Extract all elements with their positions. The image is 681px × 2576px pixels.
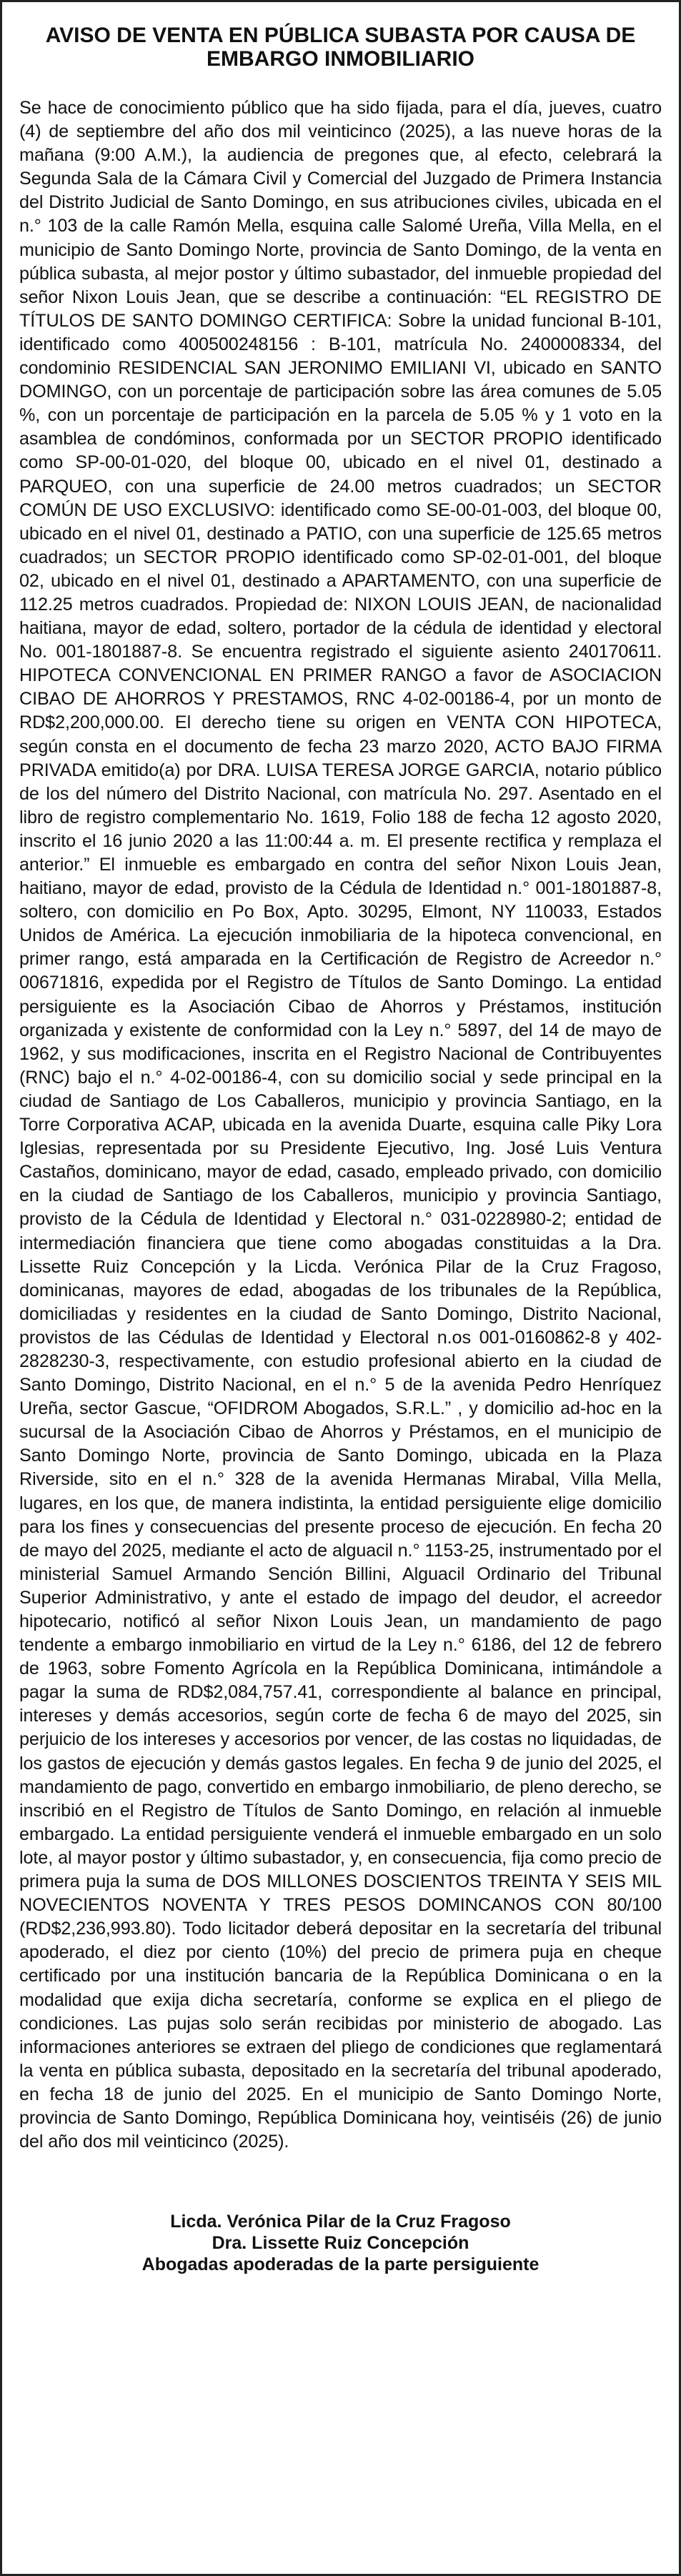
notice-body: Se hace de conocimiento público que ha sido fijada, para el día, jueves, cuatro (4) de septiembre del año dos mil veinticinco (2025), a las nueve horas de la mañana (9:00 A.M.), la audiencia de pregones que, al efecto, celebrará la Segunda Sala de la Cámara Civil y Comercial del Juzgado de Primera Instancia del Distrito Judicial de Santo Domingo, en sus atribuciones civiles, ubicada en el n.° 103 de la calle Ramón Mella, esquina calle Salomé Ureña, Villa Mella, en el municipio de Santo Domingo Norte, provincia de Santo Domingo, de la venta en pública subasta, al mejor postor y último subastador, del inmueble propiedad del señor Nixon Louis Jean, que se describe a continuación: “EL REGISTRO DE TÍTULOS DE SANTO DOMINGO CERTIFICA: Sobre la unidad funcional B-101, identificado como 400500248156 : B-101, matrícula No. 2400008334, del condominio RESIDENCIAL SAN JERONIMO EMILIANI VI, ubicado en SANTO DOMINGO, con un porcentaje de participación sobre las área comunes de 5.05 %, con un porcentaje de participación en la parcela de 5.05 % y 1 voto en la asamblea de condóminos, conformada por un SECTOR PROPIO identificado como SP-00-01-020, del bloque 00, ubicado en el nivel 01, destinado a PARQUEO, con una superficie de 24.00 metros cuadrados; un SECTOR COMÚN DE USO EXCLUSIVO: identificado como SE-00-01-003, del bloque 00, ubicado en el nivel 01, destinado a PATIO, con una superficie de 125.65 metros cuadrados; un SECTOR PROPIO identificado como SP-02-01-001, del bloque 02, ubicado en el nivel 01, destinado a APARTAMENTO, con una superficie de 112.25 metros cuadrados. Propiedad de: NIXON LOUIS JEAN, de nacionalidad haitiana, mayor de edad, soltero, portador de la cédula de identidad y electoral No. 001-1801887-8. Se encuentra registrado el siguiente asiento 240170611. HIPOTECA CONVENCIONAL EN PRIMER RANGO a favor de ASOCIACION CIBAO DE AHORROS Y PRESTAMOS, RNC 4-02-00186-4, por un monto de RD$2,200,000.00. El derecho tiene su origen en VENTA CON HIPOTECA, según consta en el documento de fecha 23 marzo 2020, ACTO BAJO FIRMA PRIVADA emitido(a) por DRA. LUISA TERESA JORGE GARCIA, notario público de los del número del Distrito Nacional, con matrícula No. 297. Asentado en el libro de registro complementario No. 1619, Folio 188 de fecha 12 agosto 2020, inscrito el 16 junio 2020 a las 11:00:44 a. m. El presente rectifica y remplaza el anterior.” El inmueble es embargado en contra del señor Nixon Louis Jean, haitiano, mayor de edad, provisto de la Cédula de Identidad n.° 001-1801887-8, soltero, con domicilio en Po Box, Apto. 30295, Elmont, NY 110033, Estados Unidos de América. La ejecución inmobiliaria de la hipoteca convencional, en primer rango, está amparada en la Certificación de Registro de Acreedor n.° 00671816, expedida por el Registro de Títulos de Santo Domingo. La entidad persiguiente es la Asociación Cibao de Ahorros y Préstamos, institución organizada y existente de conformidad con la Ley n.° 5897, del 14 de mayo de 1962, y sus modificaciones, inscrita en el Registro Nacional de Contribuyentes (RNC) bajo el n.° 4-02-00186-4, con su domicilio social y sede principal en la ciudad de Santiago de Los Caballeros, municipio y provincia Santiago, en la Torre Corporativa ACAP, ubicada en la avenida Duarte, esquina calle Piky Lora Iglesias, representada por su Presidente Ejecutivo, Ing. José Luis Ventura Castaños, dominicano, mayor de edad, casado, empleado privado, con domicilio en la ciudad de Santiago de los Caballeros, municipio y provincia Santiago, provisto de la Cédula de Identidad y Electoral n.° 031-0228980-2; entidad de intermediación financiera que tiene como abogadas constituidas a la Dra. Lissette Ruiz Concepción y la Licda. Verónica Pilar de la Cruz Fragoso, dominicanas, mayores de edad, abogadas de los tribunales de la República, domiciliadas y residentes en la ciudad de Santo Domingo, Distrito Nacional, provistos de las Cédulas de Identidad y Electoral n.os 001-0160862-8 y 402-2828230-3, respectivamente, con estudio profesional abierto en la ciudad de Santo Domingo, Distrito Nacional, en el n.° 5 de la avenida Pedro Henríquez Ureña, sector Gascue, “OFIDROM Abogados, S.R.L.” , y domicilio ad-hoc en la sucursal de la Asociación Cibao de Ahorros y Préstamos, en el municipio de Santo Domingo Norte, provincia de Santo Domingo, ubicada en la Plaza Riverside, sito en el n.° 328 de la avenida Hermanas Mirabal, Villa Mella, lugares, en los que, de manera indistinta, la entidad persiguiente elige domicilio para los fines y consecuencias del presente proceso de ejecución. En fecha 20 de mayo del 2025, mediante el acto de alguacil n.° 1153-25, instrumentado por el ministerial Samuel Armando Sención Billini, Alguacil Ordinario del Tribunal Superior Administrativo, y ante el estado de impago del deudor, el acreedor hipotecario, notificó al señor Nixon Louis Jean, un mandamiento de pago tendente a embargo inmobiliario en virtud de la Ley n.° 6186, del 12 de febrero de 1963, sobre Fomento Agrícola en la República Dominicana, intimándole a pagar la suma de RD$2,084,757.41, correspondiente al balance en principal, intereses y demás accesorios, según corte de fecha 6 de mayo del 2025, sin perjuicio de los intereses y accesorios por vencer, de las costas no liquidadas, de los gastos de ejecución y demás gastos legales. En fecha 9 de junio del 2025, el mandamiento de pago, convertido en embargo inmobiliario, de pleno derecho, se inscribió en el Registro de Títulos de Santo Domingo, en relación al inmueble embargado. La entidad persiguiente venderá el inmueble embargado en un solo lote, al mayor postor y último subastador, y, en consecuencia, fija como precio de primera puja la suma de DOS MILLONES DOSCIENTOS TREINTA Y SEIS MIL NOVECIENTOS NOVENTA Y TRES PESOS DOMINCANOS CON 80/100 (RD$2,236,993.80). Todo licitador deberá depositar en la secretaría del tribunal apoderado, el diez por ciento (10%) del precio de primera puja en cheque certificado por una institución bancaria de la República Dominicana o en la modalidad que exija dicha secretaría, conforme se explica en el pliego de condiciones. Las pujas solo serán recibidas por ministerio de abogado. Las informaciones anteriores se extraen del pliego de condiciones que reglamentará la venta en pública subasta, depositado en la secretaría del tribunal apoderado, en fecha 18 de junio del 2025. En el municipio de Santo Domingo Norte, provincia de Santo Domingo, República Dominicana hoy, veintiséis (26) de junio del año dos mil veinticinco (2025). bbox=[19, 98, 662, 2152]
signature-block bbox=[19, 2211, 662, 2275]
notice-content bbox=[19, 24, 662, 2275]
signature-line-1: Licda. Verónica Pilar de la Cruz Fragoso bbox=[170, 2212, 511, 2232]
notice-title-line-1: AVISO DE VENTA EN PÚBLICA SUBASTA POR CAUSA DE bbox=[45, 24, 636, 47]
signature-line-3: Abogadas apoderadas de la parte persiguiente bbox=[141, 2254, 540, 2275]
notice-title-line-2: EMBARGO INMOBILIARIO bbox=[207, 47, 474, 71]
signature-line-2: Dra. Lissette Ruiz Concepción bbox=[212, 2233, 469, 2254]
notice-title bbox=[19, 24, 662, 71]
